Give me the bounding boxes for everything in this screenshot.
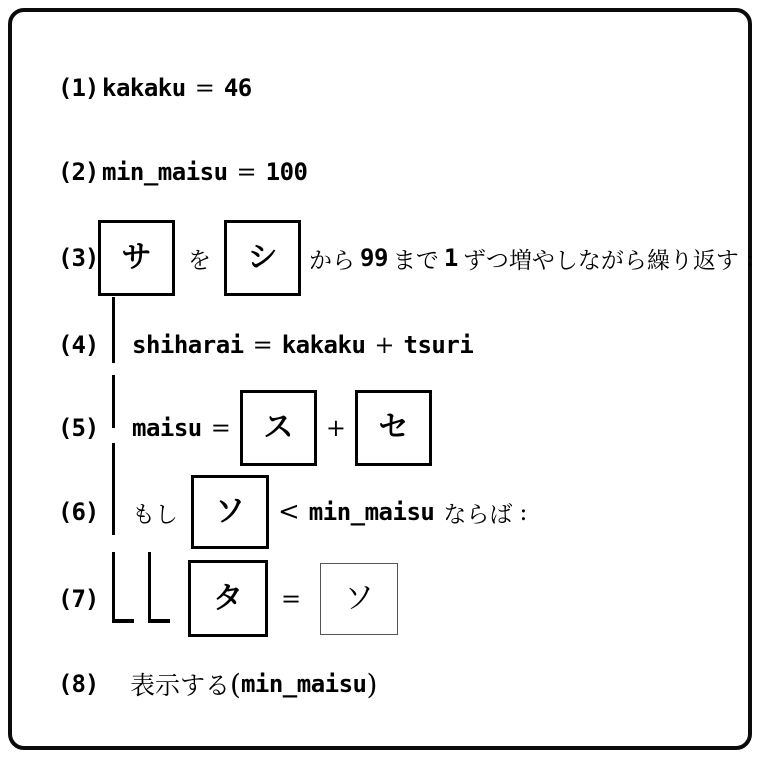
keyword-print: 表示する [130,671,231,700]
answer-box-su-label: ス [263,410,294,445]
loop-text-until: まで [392,247,439,274]
answer-box-se [355,390,432,466]
pseudocode-line-8 [58,664,377,704]
pseudocode-line-3 [58,219,754,297]
plus-operator: + [374,331,395,359]
pseudocode-line-1 [58,70,252,106]
answer-box-ta [188,560,268,637]
value-100: 100 [265,158,308,186]
pseudocode-line-5 [58,389,432,467]
line-number: (2) [58,158,99,186]
equals-operator: = [281,584,302,613]
equals-operator: = [194,74,215,102]
answer-box-so [191,475,269,549]
loop-text-from: から [309,247,355,274]
less-than-operator: < [278,497,300,527]
answer-box-shi-label: シ [247,240,278,275]
open-paren: ( [230,667,241,701]
line-number: (6) [58,498,99,526]
value-46: 46 [223,74,252,102]
answer-box-ta-label: タ [213,580,243,616]
answer-box-se-label: セ [378,410,409,445]
variable-min-maisu: min_maisu [308,498,435,526]
pseudocode-line-2 [58,154,308,190]
variable-tsuri: tsuri [403,331,474,359]
particle-wo: を [188,247,211,274]
pseudocode-line-7 [58,559,398,638]
variable-kakaku: kakaku [281,331,366,359]
figure-frame [8,8,752,750]
variable-maisu: maisu [132,414,202,442]
pseudocode-line-4 [58,327,473,363]
answer-ref-box-so [320,563,398,635]
pseudocode-line-6 [58,475,527,549]
variable-min-maisu: min_maisu [240,670,367,698]
variable-kakaku: kakaku [102,74,186,102]
colon: : [745,244,754,272]
line-number: (5) [58,414,99,442]
answer-box-sa-label: サ [121,240,152,275]
line-number: (4) [58,331,99,359]
variable-shiharai: shiharai [132,331,244,359]
keyword-if: もし [132,501,178,528]
loop-text-repeat: ずつ増やしながら繰り返す [462,247,739,274]
equals-operator: = [236,158,257,186]
colon: : [519,498,528,526]
loop-end-value: 99 [360,244,388,272]
plus-operator: + [325,414,346,442]
line-number: (7) [58,584,99,613]
line-number: (3) [58,244,99,272]
answer-box-shi [224,220,301,296]
line-number: (1) [58,74,99,102]
answer-box-sa [98,220,175,296]
variable-min-maisu: min_maisu [102,158,228,186]
close-paren: ) [366,667,378,701]
line-number: (8) [58,670,99,698]
keyword-then: ならば [443,501,513,528]
equals-operator: = [252,331,273,359]
answer-box-so-label: ソ [215,494,245,529]
answer-ref-box-so-label: ソ [344,580,375,616]
loop-step-value: 1 [443,244,458,272]
equals-operator: = [210,414,231,442]
answer-box-su [240,390,317,466]
